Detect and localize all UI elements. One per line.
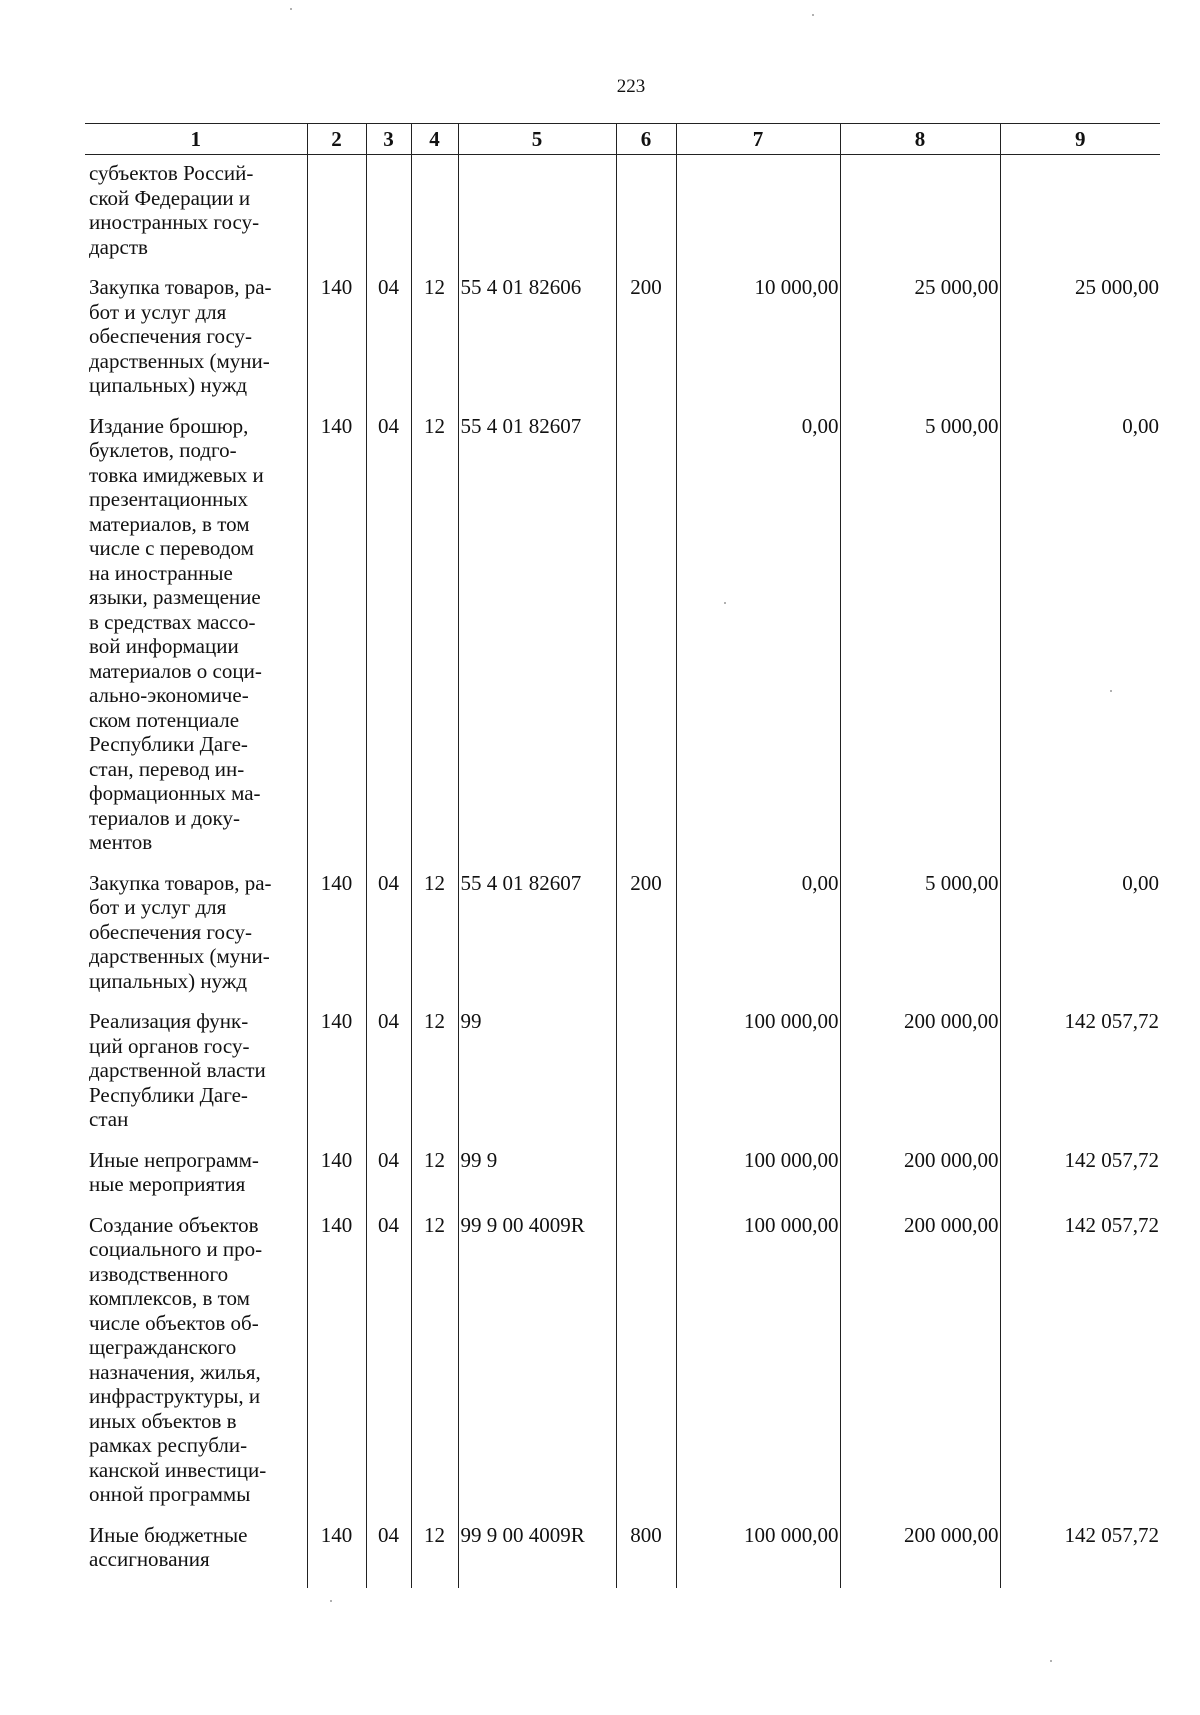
cell-col-5: 55 4 01 82607 <box>458 871 616 1010</box>
cell-col-8: 200 000,00 <box>840 1148 1000 1213</box>
header-col-6: 6 <box>616 124 676 155</box>
cell-col-4: 12 <box>411 414 458 871</box>
cell-col-6: 200 <box>616 275 676 414</box>
cell-col-4 <box>411 155 458 276</box>
page-number: 223 <box>616 76 646 97</box>
cell-col-4: 12 <box>411 1213 458 1523</box>
row-name: субъектов Россий- ской Федерации и иностранных госу- дарств <box>89 161 260 259</box>
cell-col-4: 12 <box>411 1523 458 1588</box>
cell-col-8: 200 000,00 <box>840 1523 1000 1588</box>
header-col-9: 9 <box>1000 124 1160 155</box>
cell-col-8: 5 000,00 <box>840 414 1000 871</box>
cell-col-6: 800 <box>616 1523 676 1588</box>
cell-col-5: 55 4 01 82606 <box>458 275 616 414</box>
cell-col-7: 100 000,00 <box>676 1213 840 1523</box>
cell-col-2: 140 <box>307 1523 366 1588</box>
table-row <box>85 871 1160 1010</box>
cell-col-3: 04 <box>366 1009 411 1148</box>
row-name: Закупка товаров, ра- бот и услуг для обеспечения госу- дарственных (муни- ципальных) нужд <box>89 870 272 993</box>
row-name: Иные непрограмм- ные мероприятия <box>89 1147 259 1196</box>
cell-col-9: 142 057,72 <box>1000 1148 1160 1213</box>
header-col-1: 1 <box>85 124 307 155</box>
cell-col-7: 10 000,00 <box>676 275 840 414</box>
cell-col-3: 04 <box>366 1213 411 1523</box>
budget-table <box>85 123 1160 1588</box>
header-col-8: 8 <box>840 124 1000 155</box>
table-row <box>85 1523 1160 1588</box>
cell-col-2: 140 <box>307 871 366 1010</box>
scan-speck <box>724 602 726 604</box>
scan-speck <box>330 1600 332 1602</box>
cell-col-5: 99 9 00 4009R <box>458 1213 616 1523</box>
cell-col-2: 140 <box>307 1148 366 1213</box>
table-row <box>85 275 1160 414</box>
cell-col-3: 04 <box>366 1523 411 1588</box>
cell-col-6 <box>616 1148 676 1213</box>
cell-col-9: 0,00 <box>1000 871 1160 1010</box>
row-name: Иные бюджетные ассигнования <box>89 1522 248 1571</box>
header-col-2: 2 <box>307 124 366 155</box>
cell-col-3 <box>366 155 411 276</box>
cell-col-4: 12 <box>411 275 458 414</box>
cell-col-3: 04 <box>366 871 411 1010</box>
cell-col-7: 100 000,00 <box>676 1148 840 1213</box>
cell-col-8: 25 000,00 <box>840 275 1000 414</box>
cell-col-7: 100 000,00 <box>676 1009 840 1148</box>
cell-col-9 <box>1000 155 1160 276</box>
cell-col-4: 12 <box>411 1009 458 1148</box>
cell-col-9: 0,00 <box>1000 414 1160 871</box>
table-row <box>85 414 1160 871</box>
table-row <box>85 1148 1160 1213</box>
cell-col-9: 142 057,72 <box>1000 1523 1160 1588</box>
cell-col-9: 25 000,00 <box>1000 275 1160 414</box>
cell-col-7: 100 000,00 <box>676 1523 840 1588</box>
cell-col-8: 200 000,00 <box>840 1213 1000 1523</box>
cell-col-6 <box>616 1213 676 1523</box>
header-row <box>85 124 1160 155</box>
cell-col-2: 140 <box>307 414 366 871</box>
cell-col-8: 200 000,00 <box>840 1009 1000 1148</box>
cell-col-3: 04 <box>366 1148 411 1213</box>
table-row <box>85 1009 1160 1148</box>
cell-col-5: 55 4 01 82607 <box>458 414 616 871</box>
row-name: Издание брошюр, буклетов, подго- товка имиджевых и презентационных материалов, в том числе с переводом на иностранные языки, размещение в средствах массо- вой информации материалов о соци- ально-экономиче- ском потенциале Республики Даге- стан, перевод ин- формационных ма- териалов и доку- ментов <box>89 413 264 854</box>
cell-col-8: 5 000,00 <box>840 871 1000 1010</box>
row-name: Закупка товаров, ра- бот и услуг для обеспечения госу- дарственных (муни- ципальных) нужд <box>89 275 272 397</box>
cell-col-5: 99 9 <box>458 1148 616 1213</box>
cell-col-6 <box>616 1009 676 1148</box>
table-row <box>85 1213 1160 1523</box>
cell-col-2: 140 <box>307 1009 366 1148</box>
scan-speck <box>812 14 814 16</box>
cell-col-5: 99 9 00 4009R <box>458 1523 616 1588</box>
cell-col-3: 04 <box>366 414 411 871</box>
header-col-5: 5 <box>458 124 616 155</box>
cell-col-9: 142 057,72 <box>1000 1009 1160 1148</box>
scan-speck <box>290 8 292 10</box>
cell-col-2: 140 <box>307 1213 366 1523</box>
cell-col-5: 99 <box>458 1009 616 1148</box>
cell-col-6 <box>616 155 676 276</box>
cell-col-7: 0,00 <box>676 414 840 871</box>
cell-col-5 <box>458 155 616 276</box>
table-row <box>85 155 1160 276</box>
cell-col-7: 0,00 <box>676 871 840 1010</box>
row-name: Создание объектов социального и про- изводственного комплексов, в том числе объектов об- щегражданского назначения, жилья, инфраструктуры, и иных объектов в рамках республи- канской инвестици- онной программы <box>89 1212 267 1506</box>
cell-col-2: 140 <box>307 275 366 414</box>
cell-col-8 <box>840 155 1000 276</box>
cell-col-3: 04 <box>366 275 411 414</box>
cell-col-4: 12 <box>411 1148 458 1213</box>
scan-speck <box>1110 690 1112 692</box>
cell-col-4: 12 <box>411 871 458 1010</box>
cell-col-9: 142 057,72 <box>1000 1213 1160 1523</box>
cell-col-7 <box>676 155 840 276</box>
cell-col-6: 200 <box>616 871 676 1010</box>
cell-col-2 <box>307 155 366 276</box>
header-col-7: 7 <box>676 124 840 155</box>
header-col-3: 3 <box>366 124 411 155</box>
row-name: Реализация функ- ций органов госу- дарственной власти Республики Даге- стан <box>89 1009 266 1131</box>
cell-col-6 <box>616 414 676 871</box>
header-col-4: 4 <box>411 124 458 155</box>
scan-speck <box>1050 1660 1052 1662</box>
